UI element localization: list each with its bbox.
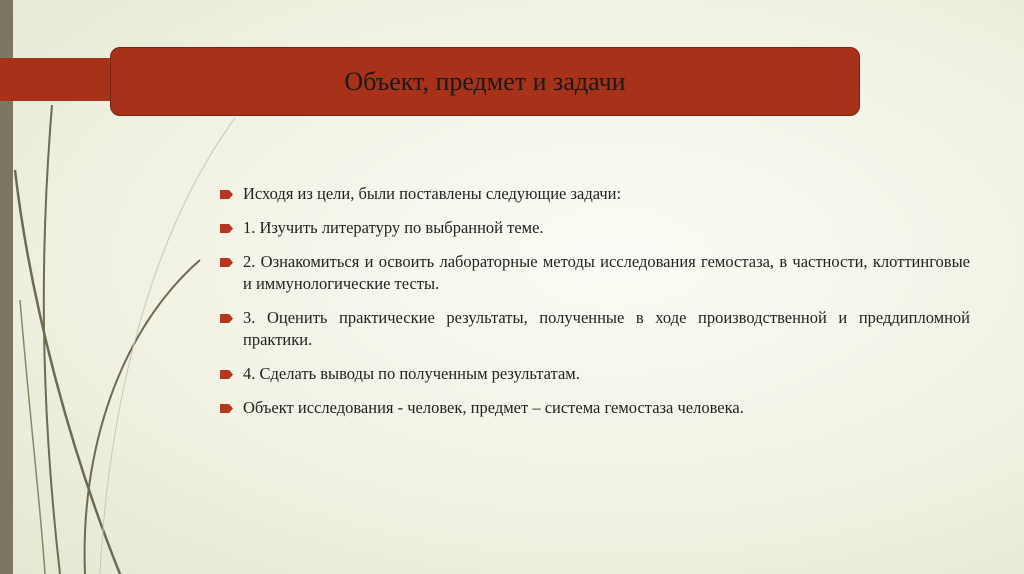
bullet-text: 1. Изучить литературу по выбранной теме. (243, 218, 544, 237)
bullet-text: Исходя из цели, были поставлены следующие задачи: (243, 184, 622, 203)
list-item (218, 183, 970, 205)
list-item (218, 397, 970, 419)
list-item (218, 217, 970, 239)
arrow-bullet-icon (220, 190, 233, 199)
bullet-text: 2. Ознакомиться и освоить лабораторные методы исследования гемостаза, в частности, клоттинговые и иммунологические тесты. (243, 252, 970, 293)
list-item (218, 363, 970, 385)
title-accent-strip (0, 58, 120, 101)
arrow-bullet-icon (220, 258, 233, 267)
arrow-bullet-icon (220, 224, 233, 233)
title-box (110, 47, 860, 116)
arrow-bullet-icon (220, 404, 233, 413)
arrow-bullet-icon (220, 370, 233, 379)
bullet-text: 4. Сделать выводы по полученным результатам. (243, 364, 580, 383)
bullet-text: 3. Оценить практические результаты, полученные в ходе производственной и преддипломной практики. (243, 308, 970, 349)
bullet-list (218, 183, 970, 431)
bullet-text: Объект исследования - человек, предмет – система гемостаза человека. (243, 398, 744, 417)
slide-title: Объект, предмет и задачи (344, 66, 626, 96)
list-item (218, 251, 970, 295)
arrow-bullet-icon (220, 314, 233, 323)
list-item (218, 307, 970, 351)
